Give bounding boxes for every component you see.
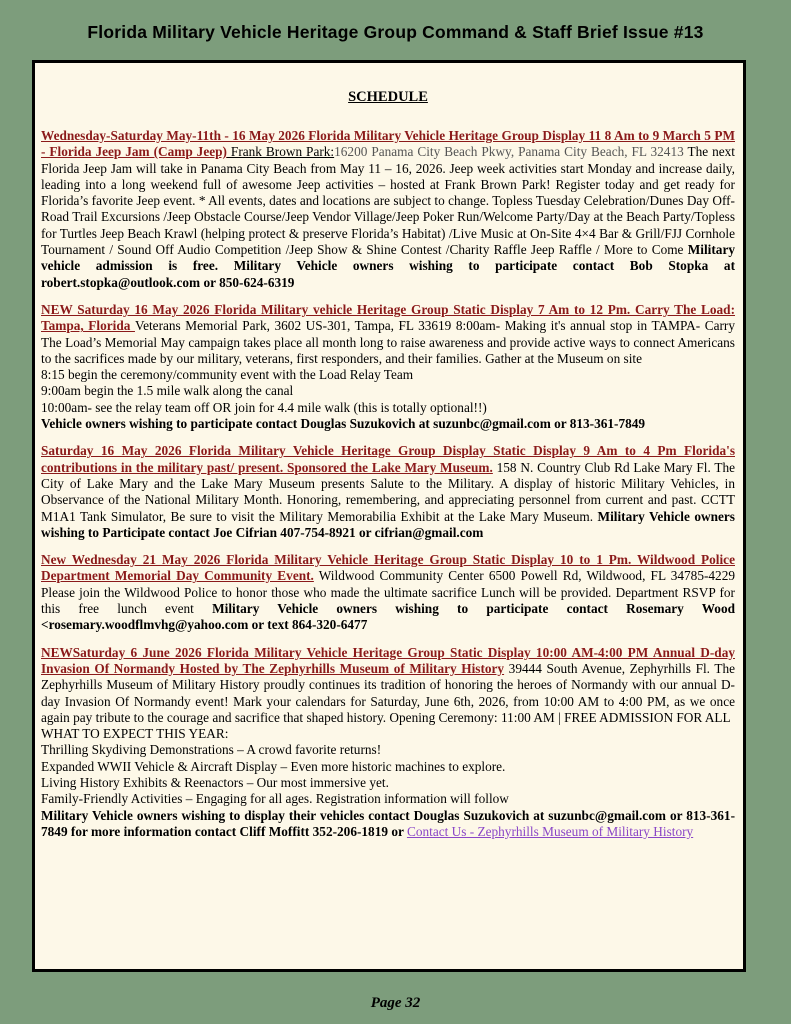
event-contact: Vehicle owners wishing to participate contact Douglas Suzukovich at suzunbc@gmail.com or 813-361-7849 (41, 416, 646, 432)
event-body: Wildwood Community Center 6500 Powell Rd, Wildwood, FL 34785-4229 Please join the Wildwood Police to honor those who made the ultimate sacrifice Lunch will be provided. Department RSVP for this free lunch event (41, 568, 735, 617)
page-header: Florida Military Vehicle Heritage Group Command & Staff Brief Issue #13 (87, 22, 704, 42)
event-contact: Military vehicle admission is free. Military Vehicle owners wishing to participate contact Bob Stopka at robert.stopka@outlook.com or 850-624-6319 (41, 242, 735, 290)
event-schedule-line: Family-Friendly Activities – Engaging for all ages. Registration information will follow (41, 791, 509, 807)
event-schedule-line: 10:00am- see the relay team off OR join for 4.4 mile walk (this is totally optional!!) (41, 399, 487, 415)
event-jeep-jam (41, 128, 735, 291)
event-headline: Saturday 16 May 2026 Florida Military Vehicle Heritage Group Display Static Display 9 Am to 4 Pm Florida's contributions in the military past/ present. Sponsored the Lake Mary Museum. (41, 443, 735, 475)
museum-contact-link[interactable]: Contact Us - Zephyrhills Museum of Military History (406, 823, 694, 839)
schedule-title: SCHEDULE (348, 89, 428, 105)
event-schedule-line: WHAT TO EXPECT THIS YEAR: (41, 726, 229, 742)
event-body: The next Florida Jeep Jam will take in Panama City Beach from May 11 – 16, 2026. Jeep week activities start Monday and increase daily, leading into a long weekend full of awesome Jeep activities – hosted at Frank Brown Park! Register today and get ready for Florida’s favorite Jeep event. * All events, dates and locations are subject to change. Topless Tuesday Celebration/Dunes Day Off-Road Trail Excursions /Jeep Obstacle Course/Jeep Vendor Village/Jeep Poker Run/Welcome Party/Day at the Beach Party/Topless for Turtles Jeep Beach Krawl (helping protect & preserve Florida’s Habitat) /Live Music at On-Site 4×4 Bar & Grill/FJJ Cornhole Tournament / Sound Off Audio Competition /Jeep Show & Shine Contest /Charity Raffle Jeep Raffle / More to Come (41, 144, 735, 258)
event-carry-the-load (41, 302, 735, 432)
event-schedule-line: 9:00am begin the 1.5 mile walk along the canal (41, 383, 294, 399)
schedule-panel (32, 60, 746, 972)
event-contact: Military Vehicle owners wishing to Participate contact Joe Cifrian 407-754-8921 or cifrian@gmail.com (41, 508, 735, 540)
event-schedule-line: Thrilling Skydiving Demonstrations – A crowd favorite returns! (41, 742, 382, 758)
event-contact: Military Vehicle owners wishing to display their vehicles contact Douglas Suzukovich at suzunbc@gmail.com or 813-361-7849 for more information contact Cliff Moffitt 352-206-1819 or (41, 807, 735, 839)
event-schedule-line: Living History Exhibits & Reenactors – Our most immersive yet. (41, 774, 389, 790)
event-venue: Frank Brown Park: (226, 144, 335, 160)
event-headline: Wednesday-Saturday May-11th - 16 May 2026 Florida Military Vehicle Heritage Group Display 11 8 Am to 9 March 5 PM - Florida Jeep Jam (Camp Jeep) (41, 128, 735, 160)
event-body: 39444 South Avenue, Zephyrhills Fl. The Zephyrhills Museum of Military History proudly continues its tradition of honoring the heroes of Normandy with our annual D-day Invasion Of Normandy event! Mark your calendars for Saturday, June 6th, 2026, from 10:00 AM to 4:00 PM, as we once again pay tribute to the courage and sacrifice that shaped history. Opening Ceremony: 11:00 AM | FREE ADMISSION FOR ALL (41, 660, 736, 725)
event-wildwood (41, 552, 735, 633)
event-schedule-line: Expanded WWII Vehicle & Aircraft Display – Even more historic machines to explore. (41, 758, 506, 774)
event-schedule-line: 8:15 begin the ceremony/community event with the Load Relay Team (41, 367, 414, 383)
event-headline: NEWSaturday 6 June 2026 Florida Military Vehicle Heritage Group Static Display 10:00 AM-4:00 PM Annual D-day Invasion Of Normandy Hosted by The Zephyrhills Museum of Military History (41, 644, 735, 676)
event-d-day (41, 645, 735, 841)
event-body: Veterans Memorial Park, 3602 US-301, Tampa, FL 33619 8:00am- Making it's annual stop in TAMPA- Carry The Load’s Memorial May campaign takes place all month long to raise awareness and provide active ways to connect Americans to the sacrifices made by our military, veterans, first responders, and their families. Gather at the Museum on site (41, 318, 736, 366)
event-headline: New Wednesday 21 May 2026 Florida Military Vehicle Heritage Group Static Display 10 to 1 Pm. Wildwood Police Department Memorial Day Community Event. (41, 552, 735, 584)
page-number: Page 32 (370, 995, 421, 1011)
event-lake-mary (41, 443, 735, 541)
event-body: 158 N. Country Club Rd Lake Mary Fl. The City of Lake Mary and the Lake Mary Museum presents Salute to the Military. A display of historic Military Vehicles, in Observance of the National Military Month. Honoring, remembering, and appreciating personnel from current and past. CCTT M1A1 Tank Simulator, Be sure to visit the Military Memorabilia Exhibit at the Lake Mary Museum. (41, 459, 735, 524)
event-headline: NEW Saturday 16 May 2026 Florida Military vehicle Heritage Group Static Display 7 Am to 12 Pm. Carry The Load: Tampa, Florida (41, 301, 735, 334)
event-address: 16200 Panama City Beach Pkwy, Panama City Beach, FL 32413 (334, 144, 684, 160)
event-contact: Military Vehicle owners wishing to participate contact Rosemary Wood <rosemary.woodflmvhg@yahoo.com or text 864-320-6477 (41, 601, 735, 633)
